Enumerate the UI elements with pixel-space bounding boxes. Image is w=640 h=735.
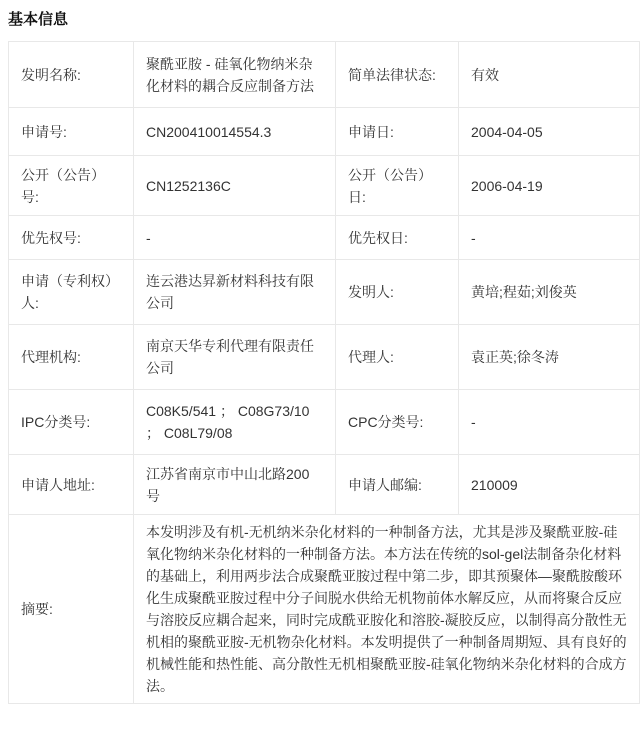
field-label-inventors: 发明人: [336, 260, 459, 325]
table-row-applicant-address [9, 455, 640, 515]
page-title: 基本信息 [8, 11, 69, 28]
table-row-abstract [9, 515, 640, 704]
table-row-priority-number [9, 216, 640, 260]
field-label-cpc-class: CPC分类号: [336, 390, 459, 455]
basic-info-table [8, 41, 640, 704]
field-value-application-number: CN200410014554.3 [134, 108, 336, 156]
field-value-invention-name: 聚酰亚胺 - 硅氧化物纳米杂化材料的耦合反应制备方法 [134, 42, 336, 108]
field-label-abstract: 摘要: [9, 515, 134, 704]
field-label-agent: 代理人: [336, 325, 459, 390]
field-label-invention-name: 发明名称: [9, 42, 134, 108]
table-row-ipc-class [9, 390, 640, 455]
field-value-agency: 南京天华专利代理有限责任公司 [134, 325, 336, 390]
field-value-applicant-address: 江苏省南京市中山北路200号 [134, 455, 336, 515]
field-value-applicant-zipcode: 210009 [459, 455, 640, 515]
field-label-applicant: 申请（专利权）人: [9, 260, 134, 325]
field-value-priority-number: - [134, 216, 336, 260]
field-label-application-number: 申请号: [9, 108, 134, 156]
field-value-application-date: 2004-04-05 [459, 108, 640, 156]
field-label-publication-number: 公开（公告）号: [9, 156, 134, 216]
field-value-cpc-class: - [459, 390, 640, 455]
field-label-application-date: 申请日: [336, 108, 459, 156]
field-label-priority-number: 优先权号: [9, 216, 134, 260]
table-row-applicant [9, 260, 640, 325]
field-value-applicant: 连云港达昇新材料科技有限公司 [134, 260, 336, 325]
field-value-priority-date: - [459, 216, 640, 260]
field-label-agency: 代理机构: [9, 325, 134, 390]
field-label-publication-date: 公开（公告）日: [336, 156, 459, 216]
field-value-ipc-class: C08K5/541 ； C08G73/10 ； C08L79/08 [134, 390, 336, 455]
field-value-abstract: 本发明涉及有机-无机纳米杂化材料的一种制备方法，尤其是涉及聚酰亚胺-硅氧化物纳米杂化材料的一种制备方法。本方法在传统的sol-gel法制备杂化材料的基础上，利用两步法合成聚酰亚胺过程中第二步，即其预聚体—聚酰胺酸环化生成聚酰亚胺过程中分子间脱水供给无机物前体水解反应，从而将聚合反应与溶胶反应耦合起来，同时完成酰亚胺化和溶胶-凝胶反应，以制得高分散性无机相的聚酰亚胺-无机物杂化材料。本发明提供了一种制备周期短、具有良好的机械性能和热性能、高分散性无机相聚酰亚胺-硅氧化物纳米杂化材料的合成方法。 [134, 515, 640, 704]
field-value-legal-status: 有效 [459, 42, 640, 108]
table-row-agency [9, 325, 640, 390]
field-value-inventors: 黄培;程茹;刘俊英 [459, 260, 640, 325]
field-label-applicant-zipcode: 申请人邮编: [336, 455, 459, 515]
field-label-applicant-address: 申请人地址: [9, 455, 134, 515]
field-label-priority-date: 优先权日: [336, 216, 459, 260]
field-label-ipc-class: IPC分类号: [9, 390, 134, 455]
table-row-invention-name [9, 42, 640, 108]
field-value-publication-number: CN1252136C [134, 156, 336, 216]
table-row-application-number [9, 108, 640, 156]
field-label-legal-status: 简单法律状态: [336, 42, 459, 108]
table-row-publication-number [9, 156, 640, 216]
field-value-publication-date: 2006-04-19 [459, 156, 640, 216]
field-value-agent: 袁正英;徐冬涛 [459, 325, 640, 390]
